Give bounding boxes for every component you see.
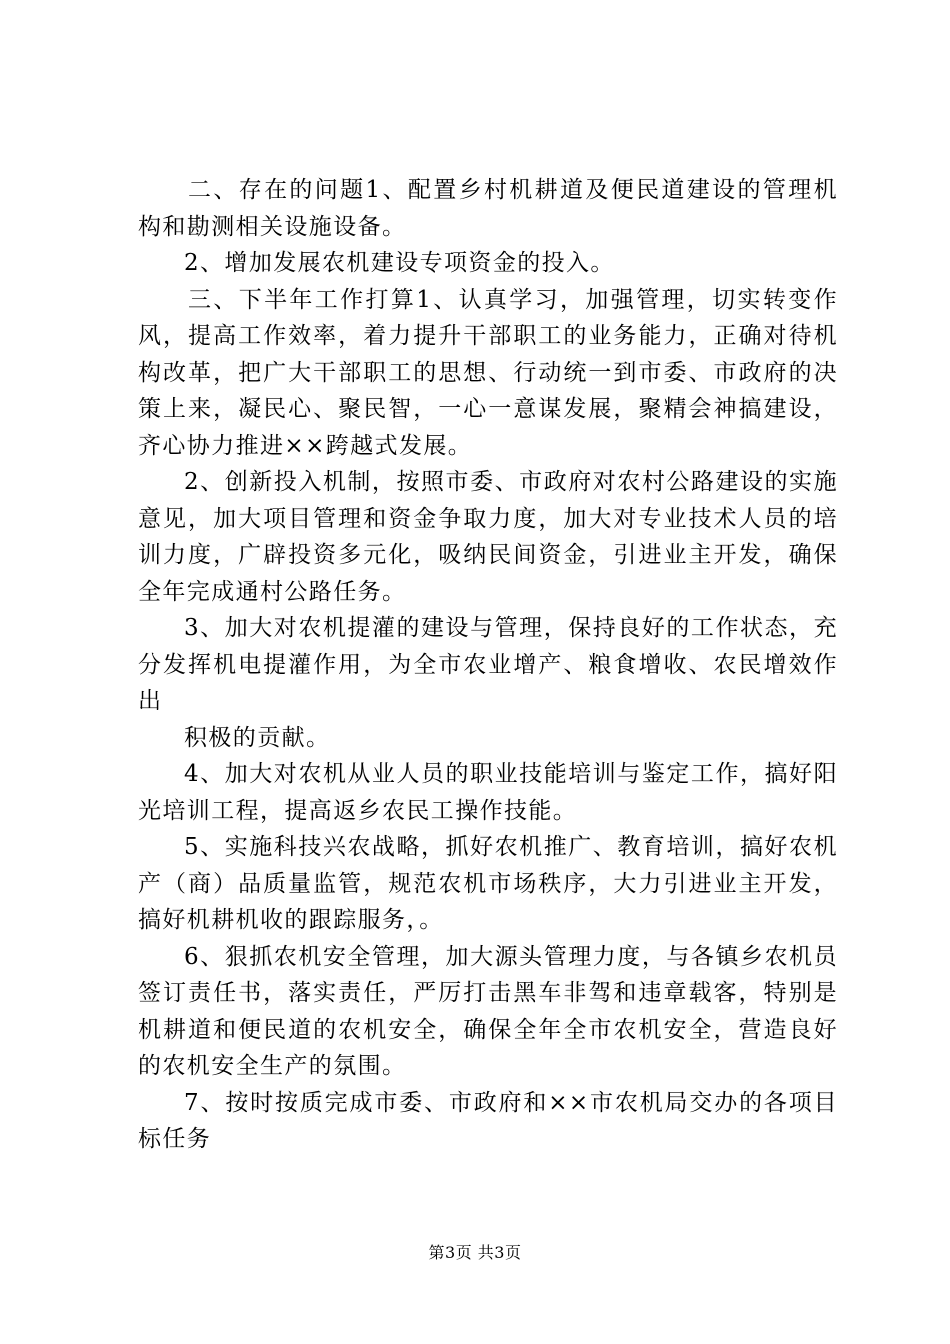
page-number-footer: 第3页 共3页	[428, 1243, 522, 1262]
paragraph-plan-7: 7、按时按质完成市委、市政府和××市农机局交办的各项目标任务	[138, 1089, 838, 1152]
paragraph-plan-1: 三、下半年工作打算1、认真学习，加强管理，切实转变作风，提高工作效率，着力提升干部职工的业务能力，正确对待机构改革，把广大干部职工的思想、行动统一到市委、市政府的决策上来，凝民心、聚民智，一心一意谋发展，聚精会神搞建设，齐心协力推进××跨越式发展。	[138, 286, 838, 459]
document-body	[138, 172, 838, 1158]
paragraph-plan-4: 4、加大对农机从业人员的职业技能培训与鉴定工作，搞好阳光培训工程，提高返乡农民工操作技能。	[138, 761, 838, 824]
paragraph-funding: 2、增加发展农机建设专项资金的投入。	[184, 250, 615, 276]
paragraph-plan-2: 2、创新投入机制，按照市委、市政府对农村公路建设的实施意见，加大项目管理和资金争取力度，加大对专业技术人员的培训力度，广辟投资多元化，吸纳民间资金，引进业主开发，确保全年完成通村公路任务。	[138, 469, 838, 605]
paragraph-plan-6: 6、狠抓农机安全管理，加大源头管理力度，与各镇乡农机员签订责任书，落实责任，严厉打击黑车非驾和违章载客，特别是机耕道和便民道的农机安全，确保全年全市农机安全，营造良好的农机安全生产的氛围。	[138, 943, 838, 1079]
paragraph-problems: 二、存在的问题1、配置乡村机耕道及便民道建设的管理机构和勘测相关设施设备。	[138, 177, 838, 240]
paragraph-plan-3: 3、加大对农机提灌的建设与管理，保持良好的工作状态，充分发挥机电提灌作用，为全市农业增产、粮食增收、农民增效作出	[138, 615, 838, 714]
paragraph-plan-5: 5、实施科技兴农战略，抓好农机推广、教育培训，搞好农机产（商）品质量监管，规范农机市场秩序，大力引进业主开发，搞好机耕机收的跟踪服务，。	[138, 834, 838, 933]
paragraph-plan-3-continued: 积极的贡献。	[184, 724, 331, 751]
